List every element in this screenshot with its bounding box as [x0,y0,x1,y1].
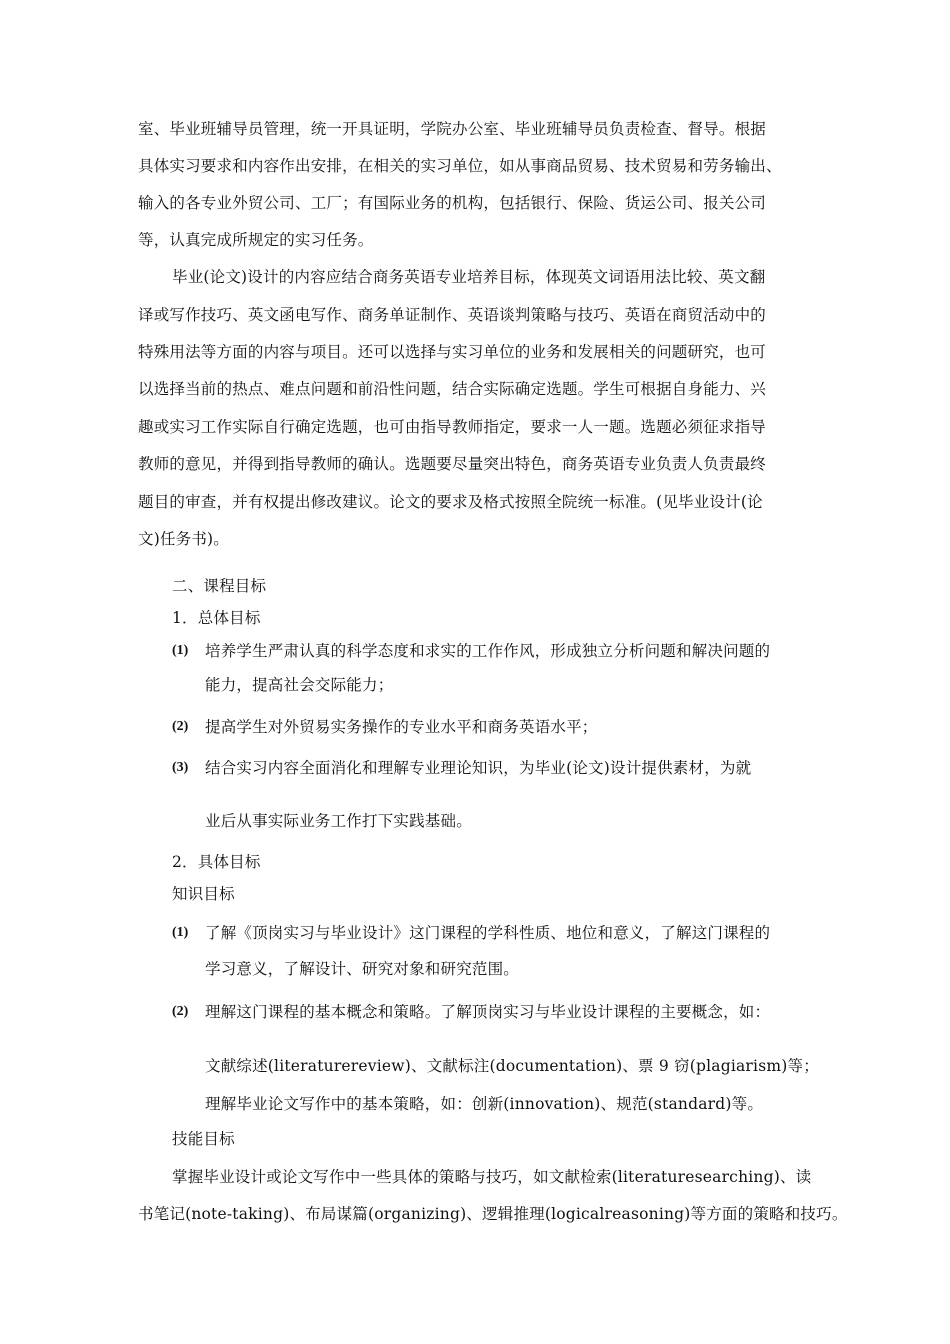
list-marker: (1) [172,643,189,658]
paragraph-line: 文)任务书)。 [138,530,229,548]
subsection-heading: 知识目标 [172,885,235,903]
paragraph-line: 译或写作技巧、英文函电写作、商务单证制作、英语谈判策略与技巧、英语在商贸活动中的 [138,306,767,324]
paragraph-line: 以选择当前的热点、难点问题和前沿性问题，结合实际确定选题。学生可根据自身能力、兴 [138,380,767,398]
paragraph-line: 毕业(论文)设计的内容应结合商务英语专业培养目标，体现英文词语用法比较、英文翻 [172,268,766,286]
paragraph-line: 室、毕业班辅导员管理，统一开具证明，学院办公室、毕业班辅导员负责检查、督导。根据 [138,120,767,138]
paragraph-line: 输入的各专业外贸公司、工厂；有国际业务的机构，包括银行、保险、货运公司、报关公司 [138,194,767,212]
paragraph-line: 掌握毕业设计或论文写作中一些具体的策略与技巧，如文献检索(literaturesearching)、读 [172,1168,812,1186]
subsection-heading: 2．具体目标 [172,853,261,871]
list-item-line: 了解《顶岗实习与毕业设计》这门课程的学科性质、地位和意义，了解这门课程的 [205,924,771,942]
list-marker: (2) [172,1004,189,1019]
list-item-line: 业后从事实际业务工作打下实践基础。 [205,812,472,830]
list-item-line: 文献综述(literaturereview)、文献标注(documentation)、票 9 窃(plagiarism)等； [205,1057,819,1075]
paragraph-line: 具体实习要求和内容作出安排，在相关的实习单位，如从事商品贸易、技术贸易和劳务输出、 [138,157,782,175]
paragraph-line: 趣或实习工作实际自行确定选题，也可由指导教师指定，要求一人一题。选题必须征求指导 [138,418,767,436]
paragraph-line: 书笔记(note-taking)、布局谋篇(organizing)、逻辑推理(logicalreasoning)等方面的策略和技巧。 [138,1205,848,1223]
subsection-heading: 技能目标 [172,1130,235,1148]
list-item-line: 能力，提高社会交际能力； [205,676,394,694]
paragraph-line: 教师的意见，并得到指导教师的确认。选题要尽量突出特色，商务英语专业负责人负责最终 [138,455,767,473]
section-heading: 二、课程目标 [172,577,267,595]
list-item-line: 培养学生严肃认真的科学态度和求实的工作作风，形成独立分析问题和解决问题的 [205,642,771,660]
list-marker: (3) [172,760,189,775]
subsection-heading: 1．总体目标 [172,609,261,627]
list-item-line: 理解这门课程的基本概念和策略。了解顶岗实习与毕业设计课程的主要概念，如： [205,1003,771,1021]
paragraph-line: 特殊用法等方面的内容与项目。还可以选择与实习单位的业务和发展相关的问题研究，也可 [138,343,767,361]
list-item-line: 学习意义，了解设计、研究对象和研究范围。 [205,960,520,978]
list-marker: (1) [172,925,189,940]
list-item-line: 理解毕业论文写作中的基本策略，如：创新(innovation)、规范(standard)等。 [205,1095,764,1113]
list-marker: (2) [172,719,189,734]
paragraph-line: 等，认真完成所规定的实习任务。 [138,231,374,249]
list-item-line: 结合实习内容全面消化和理解专业理论知识，为毕业(论文)设计提供素材，为就 [205,759,752,777]
list-item-line: 提高学生对外贸易实务操作的专业水平和商务英语水平； [205,718,598,736]
paragraph-line: 题目的审查，并有权提出修改建议。论文的要求及格式按照全院统一标准。(见毕业设计(论 [138,493,763,511]
